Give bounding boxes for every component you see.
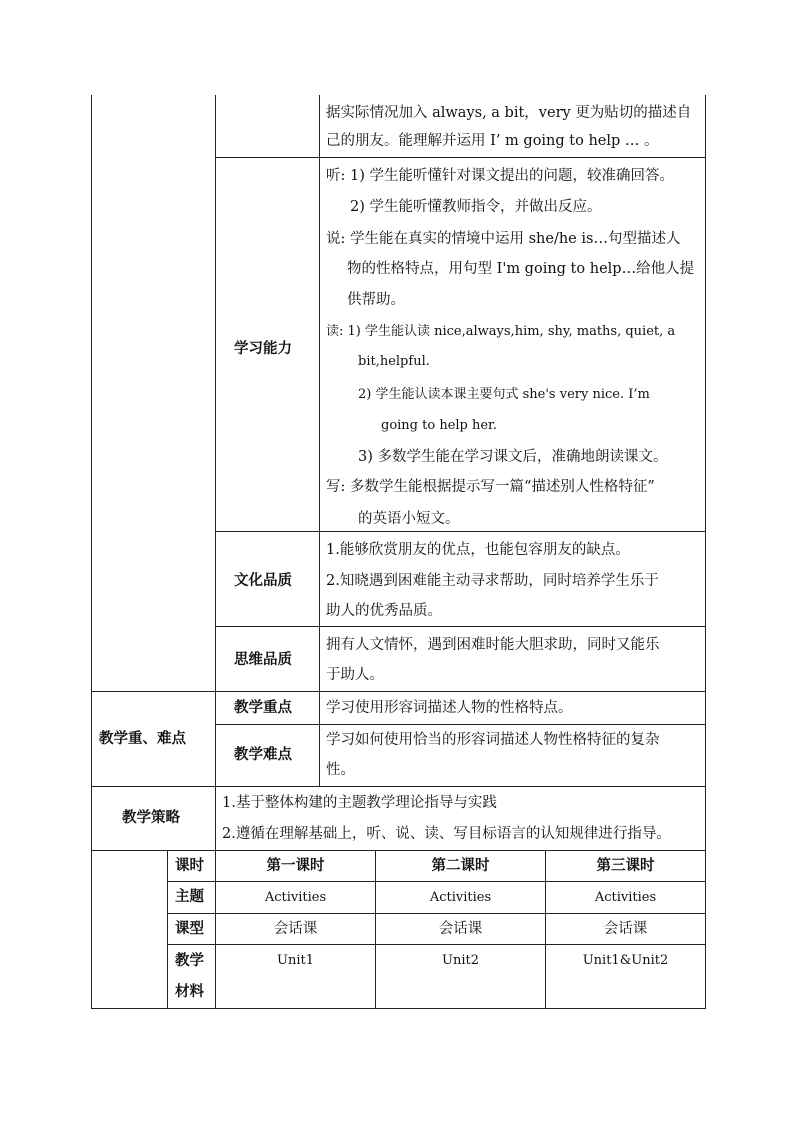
rule: [215, 531, 706, 532]
text-line: 2) 学生能认读本课主要句式 she's very nice. I’m: [358, 387, 650, 402]
text-line: 读: 1) 学生能认读 nice,always,him, shy, maths, quiet, a: [326, 324, 676, 339]
row-label-type: 课型: [175, 921, 204, 937]
text-line: 物的性格特点，用句型 I'm going to help…给他人提: [347, 261, 695, 277]
rule: [167, 913, 706, 914]
text-line: 于助人。: [326, 667, 384, 683]
lesson-3-header: 第三课时: [596, 858, 655, 874]
row-label-lesson: 课时: [175, 858, 204, 874]
text-line: 2) 学生能听懂教师指令，并做出反应。: [350, 199, 602, 215]
text-line: 1.能够欣赏朋友的优点，也能包容朋友的缺点。: [326, 542, 630, 558]
text-line: 2.知晓遇到困难能主动寻求帮助，同时培养学生乐于: [326, 573, 659, 589]
lesson-2-theme: Activities: [429, 890, 492, 905]
text-line: 供帮助。: [347, 292, 405, 308]
rule: [91, 95, 92, 1009]
lesson-1-type: 会话课: [273, 921, 318, 937]
cultural-quality-label: 文化品质: [234, 573, 292, 589]
text-line: 的英语小短文。: [358, 511, 460, 527]
text-line: going to help her.: [381, 418, 497, 433]
row-label-theme: 主题: [175, 889, 204, 905]
text-line: 助人的优秀品质。: [326, 603, 442, 619]
rule: [91, 1008, 706, 1009]
lesson-2-header: 第二课时: [431, 858, 490, 874]
focus-label: 教学重点: [234, 700, 292, 716]
text-line: 拥有人文情怀，遇到困难时能大胆求助，同时又能乐: [326, 637, 660, 653]
text-line: 说: 学生能在真实的情境中运用 she/he is…句型描述人: [326, 231, 681, 247]
lesson-3-type: 会话课: [603, 921, 648, 937]
lesson-2-type: 会话课: [438, 921, 483, 937]
rule: [91, 786, 706, 787]
lesson-1-theme: Activities: [264, 890, 327, 905]
rule: [167, 944, 706, 945]
rule: [167, 881, 706, 882]
text-line: 据实际情况加入 always, a bit，very 更为贴切的描述自: [326, 105, 692, 121]
learning-ability-label: 学习能力: [234, 341, 292, 357]
text-line: 己的朋友。能理解并运用 I’ m going to help … 。: [326, 133, 659, 149]
text-line: 3) 多数学生能在学习课文后，准确地朗读课文。: [358, 449, 668, 465]
rule: [215, 626, 706, 627]
rule: [91, 850, 706, 851]
text-line: 性。: [326, 762, 355, 778]
rule: [215, 724, 706, 725]
text-line: 1.基于整体构建的主题教学理论指导与实践: [222, 795, 497, 811]
lesson-3-material: Unit1&Unit2: [582, 953, 669, 968]
row-label-material-2: 材料: [175, 984, 204, 1000]
text-line: 听: 1) 学生能听懂针对课文提出的问题，较准确回答。: [326, 168, 674, 184]
row-label-material-1: 教学: [175, 953, 204, 969]
rule: [215, 786, 216, 851]
rule: [215, 95, 216, 787]
rule: [215, 157, 706, 158]
difficulty-label: 教学难点: [234, 747, 292, 763]
text-line: 2.遵循在理解基础上，听、说、读、写目标语言的认知规律进行指导。: [222, 826, 671, 842]
strategy-label: 教学策略: [122, 810, 180, 826]
text-line: 写: 多数学生能根据提示写一篇“描述别人性格特征”: [326, 479, 655, 495]
lesson-1-header: 第一课时: [266, 858, 325, 874]
lesson-3-theme: Activities: [594, 890, 657, 905]
lesson-1-material: Unit1: [277, 953, 314, 968]
text-line: bit,helpful.: [358, 354, 430, 369]
rule: [91, 691, 706, 692]
lesson-2-material: Unit2: [442, 953, 479, 968]
rule: [705, 95, 706, 1009]
thinking-quality-label: 思维品质: [234, 652, 292, 668]
key-points-group-label: 教学重、难点: [99, 731, 186, 747]
focus-text: 学习使用形容词描述人物的性格特点。: [326, 700, 573, 716]
rule: [319, 95, 320, 787]
rule: [167, 850, 168, 1009]
text-line: 学习如何使用恰当的形容词描述人物性格特征的复杂: [326, 732, 660, 748]
